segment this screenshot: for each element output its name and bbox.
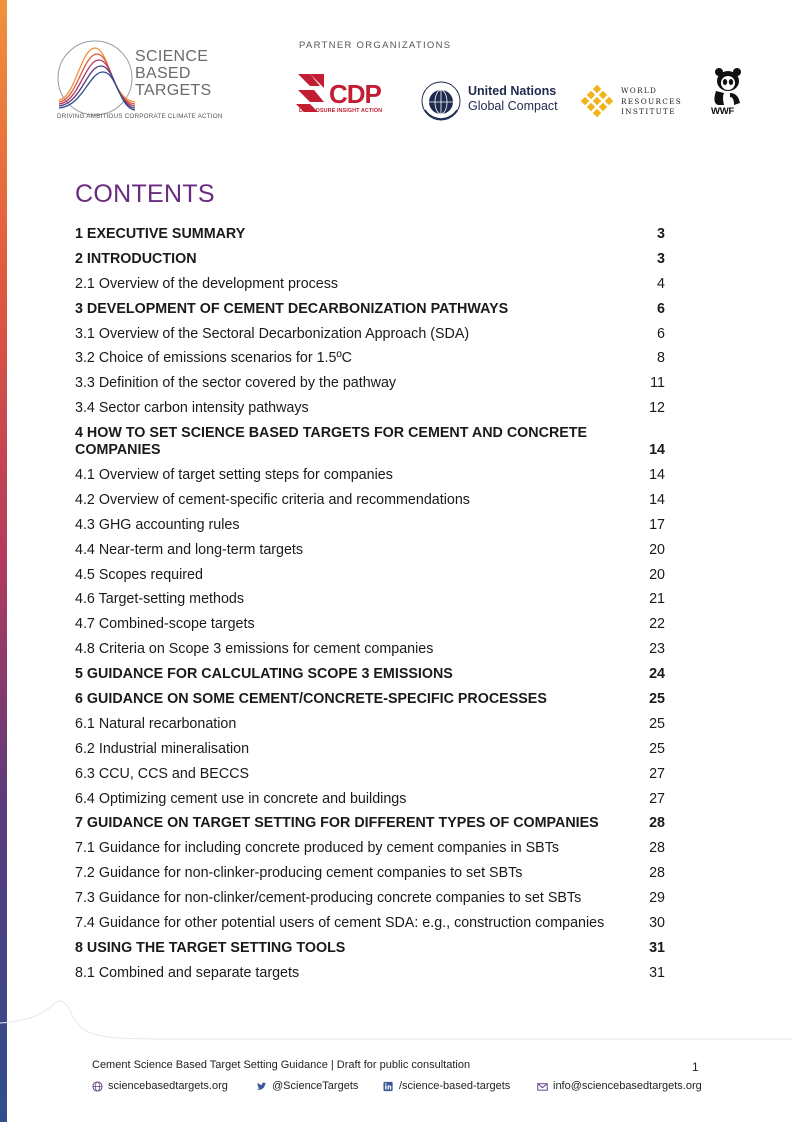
footer-twitter-text: @ScienceTargets [272,1080,359,1092]
sbt-logo-line3: TARGETS [135,82,212,99]
twitter-icon [256,1081,267,1092]
toc-entry[interactable] [75,940,665,957]
toc-entry-page: 14 [649,491,665,508]
toc-entry[interactable] [75,591,665,608]
toc-entry[interactable] [75,815,665,832]
toc-entry-page: 31 [649,964,665,981]
toc-entry-page: 25 [649,740,665,757]
wri-line1: WORLD [621,86,658,95]
sbt-logo-line2: BASED [135,65,191,82]
contents-title: CONTENTS [75,180,215,208]
toc-entry[interactable] [75,741,665,758]
toc-entry[interactable] [75,641,665,658]
un-emblem-icon [420,80,462,122]
toc-entry-page: 28 [649,815,665,832]
toc-entry-title: 3.4 Sector carbon intensity pathways [75,400,309,417]
toc-entry[interactable] [75,716,665,733]
toc-entry-title: 7.1 Guidance for including concrete produced by cement companies in SBTs [75,840,559,857]
toc-entry[interactable] [75,691,665,708]
toc-entry[interactable] [75,467,665,484]
wri-line3: INSTITUTE [621,107,676,116]
toc-entry-title: 3 DEVELOPMENT OF CEMENT DECARBONIZATION PATHWAYS [75,300,509,317]
toc-entry-page: 3 [657,226,665,242]
wwf-logo-text: WWF [711,106,735,117]
toc-entry-page: 28 [649,865,665,882]
toc-entry[interactable] [75,666,665,683]
wri-line2: RESOURCES [621,96,683,106]
sbt-logo-wordmark [135,48,211,99]
toc-entry-title: 6 GUIDANCE ON SOME CEMENT/CONCRETE-SPECIFIC PROCESSES [75,691,547,708]
toc-entry[interactable] [75,865,665,882]
toc-entry-page: 21 [649,591,665,608]
toc-entry-page: 29 [649,890,665,907]
toc-entry-title: 4.8 Criteria on Scope 3 emissions for cement companies [75,641,434,658]
toc-entry[interactable] [75,567,665,584]
toc-entry-page: 28 [649,840,665,857]
toc-entry-title: 3.3 Definition of the sector covered by the pathway [75,375,397,392]
toc-entry[interactable] [75,965,665,982]
wri-logo-icon [580,84,614,118]
toc-entry-page: 25 [649,691,665,708]
sbt-logo-line1: SCIENCE [135,48,209,65]
footer-document-title: Cement Science Based Target Setting Guidance | Draft for public consultation [92,1059,471,1071]
toc-entry[interactable] [75,542,665,559]
footer-twitter-link[interactable] [256,1080,358,1092]
toc-entry-page: 14 [649,467,665,484]
footer-email-text: info@sciencebasedtargets.org [553,1080,702,1092]
toc-entry-title: 4.5 Scopes required [75,566,203,583]
toc-entry-title: 6.2 Industrial mineralisation [75,740,250,757]
toc-entry-page: 11 [650,375,665,392]
toc-entry-page: 20 [649,566,665,583]
toc-entry-title: 7.3 Guidance for non-clinker/cement-producing concrete companies to set SBTs [75,890,582,907]
mail-icon [537,1081,548,1092]
footer-linkedin-link[interactable] [383,1080,510,1092]
toc-entry-page: 6 [657,300,665,317]
toc-entry[interactable] [75,791,665,808]
toc-entry-page: 25 [649,715,665,732]
toc-entry-title: 7.2 Guidance for non-clinker-producing cement companies to set SBTs [75,865,523,882]
toc-entry-page: 27 [649,790,665,807]
footer-page-number: 1 [692,1060,699,1074]
globe-icon [92,1081,103,1092]
toc-entry-title: 6.3 CCU, CCS and BECCS [75,765,250,782]
toc-entry-title: 4.3 GHG accounting rules [75,516,240,533]
footer-email-link[interactable] [537,1080,702,1092]
cdp-logo-text: CDP [329,79,381,109]
un-global-compact-line1: United Nations [468,84,557,98]
toc-entry-page: 6 [657,325,665,342]
toc-entry-page: 24 [649,666,665,683]
toc-entry-page: 14 [649,442,665,459]
toc-entry[interactable] [75,301,665,318]
linkedin-icon [383,1081,394,1092]
toc-entry-page: 12 [649,400,665,417]
toc-entry-title: 7 GUIDANCE ON TARGET SETTING FOR DIFFERENT TYPES OF COMPANIES [75,815,599,832]
footer-website-text: sciencebasedtargets.org [108,1080,228,1092]
toc-entry-title: 4.6 Target-setting methods [75,591,245,608]
sbt-logo-tagline: DRIVING AMBITIOUS CORPORATE CLIMATE ACTION [57,113,223,120]
un-global-compact-line2: Global Compact [468,99,558,113]
toc-entry-page: 30 [649,915,665,932]
toc-entry-title: 3.1 Overview of the Sectoral Decarbonization Approach (SDA) [75,325,470,342]
toc-entry-page: 4 [657,275,665,292]
toc-entry-title: 8.1 Combined and separate targets [75,964,300,981]
toc-entry[interactable] [75,276,665,293]
toc-entry-title: 4.2 Overview of cement-specific criteria and recommendations [75,491,470,508]
toc-entry-title: 4.1 Overview of target setting steps for companies [75,467,393,484]
toc-entry[interactable] [75,517,665,534]
decorative-gradient-bar [0,0,7,1122]
partner-organizations-label: PARTNER ORGANIZATIONS [299,40,452,51]
toc-entry-page: 27 [649,765,665,782]
wri-logo-text [621,86,682,118]
toc-entry[interactable] [75,350,665,367]
toc-entry[interactable] [75,375,665,392]
cdp-logo-subtitle: DISCLOSURE INSIGHT ACTION [299,108,383,114]
toc-entry-title: 4.4 Near-term and long-term targets [75,541,304,558]
toc-entry-title: 1 EXECUTIVE SUMMARY [75,226,246,242]
footer-decorative-curve [0,995,793,1055]
toc-entry-page: 3 [657,250,665,267]
toc-entry-page: 8 [657,350,665,367]
toc-entry-page: 22 [649,616,665,633]
toc-entry-title: 4.7 Combined-scope targets [75,616,255,633]
toc-entry[interactable] [75,226,665,243]
toc-entry[interactable] [75,425,665,459]
toc-entry[interactable] [75,766,665,783]
footer-website-link[interactable] [92,1080,228,1092]
toc-entry-title: 7.4 Guidance for other potential users of cement SDA: e.g., construction companies [75,915,605,932]
toc-entry-title: 8 USING THE TARGET SETTING TOOLS [75,939,346,956]
toc-entry[interactable] [75,840,665,857]
toc-entry[interactable] [75,326,665,343]
toc-entry-title: 2.1 Overview of the development process [75,275,339,292]
toc-entry[interactable] [75,915,665,932]
toc-entry[interactable] [75,251,665,268]
toc-entry[interactable] [75,400,665,417]
footer-linkedin-text: /science-based-targets [399,1080,511,1092]
toc-entry-title: 3.2 Choice of emissions scenarios for 1.5ºC [75,350,352,367]
toc-entry-page: 31 [649,939,665,956]
toc-entry-title: 5 GUIDANCE FOR CALCULATING SCOPE 3 EMISSIONS [75,666,453,683]
toc-entry[interactable] [75,616,665,633]
toc-entry-page: 23 [649,641,665,658]
table-of-contents [75,226,665,990]
toc-entry-title: 6.4 Optimizing cement use in concrete and buildings [75,790,407,807]
toc-entry-page: 20 [649,541,665,558]
toc-entry-title: 4 HOW TO SET SCIENCE BASED TARGETS FOR CEMENT AND CONCRETE COMPANIES [75,425,588,459]
toc-entry-title: 6.1 Natural recarbonation [75,715,237,732]
toc-entry-title: 2 INTRODUCTION [75,250,197,267]
toc-entry[interactable] [75,890,665,907]
toc-entry[interactable] [75,492,665,509]
toc-entry-page: 17 [649,516,665,533]
